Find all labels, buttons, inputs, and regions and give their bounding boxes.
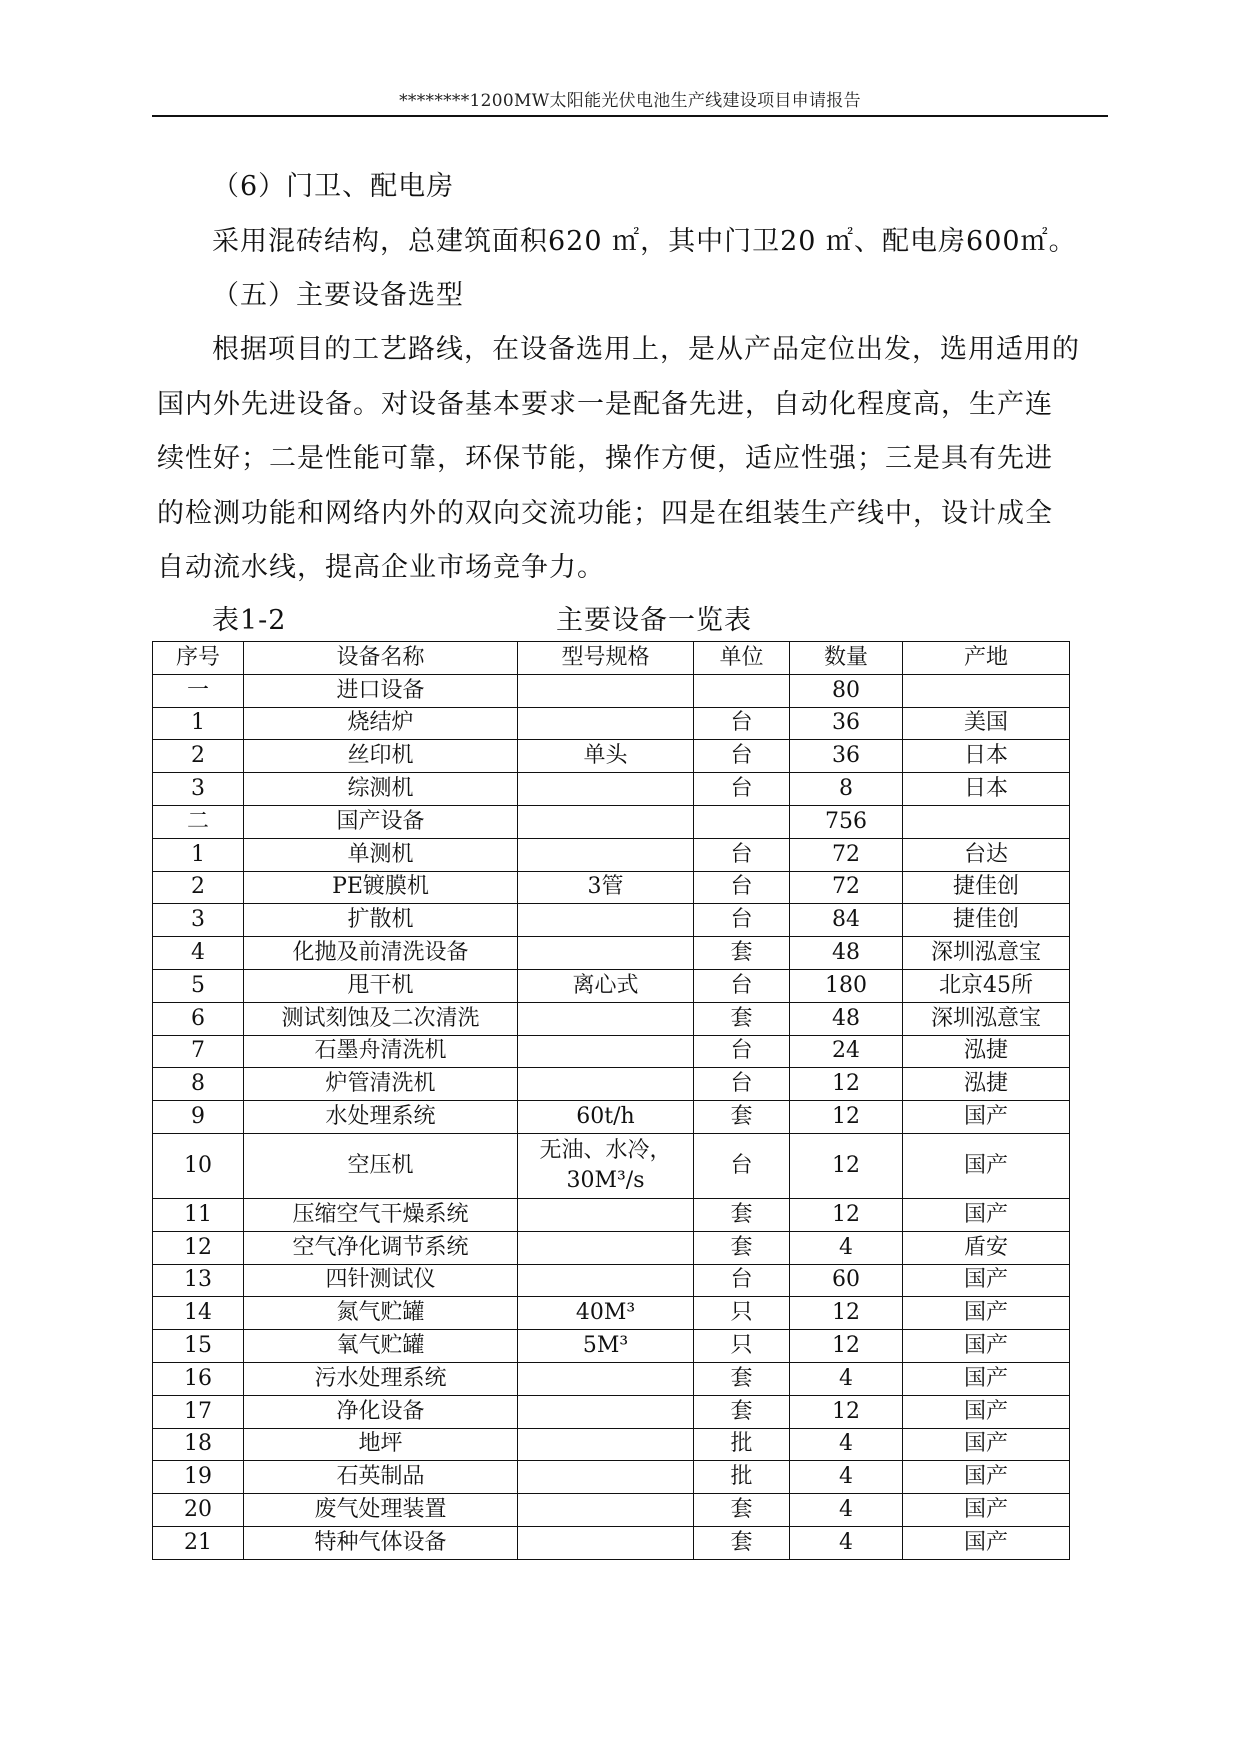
cell-quantity: 12 (790, 1068, 903, 1101)
cell-quantity: 36 (790, 707, 903, 740)
cell-name: 石墨舟清洗机 (244, 1035, 518, 1068)
cell-origin: 国产 (903, 1494, 1070, 1527)
table-row (153, 1494, 1070, 1527)
cell-index: 20 (153, 1494, 244, 1527)
cell-index: 9 (153, 1101, 244, 1134)
cell-origin: 台达 (903, 838, 1070, 871)
cell-index: 15 (153, 1330, 244, 1363)
cell-quantity: 60 (790, 1264, 903, 1297)
section-6-heading: （6）门卫、配电房 (212, 171, 455, 202)
table-row (153, 1101, 1070, 1134)
cell-spec (518, 1035, 694, 1068)
equipment-table (152, 641, 1070, 1560)
table-row (153, 1526, 1070, 1559)
cell-origin: 捷佳创 (903, 904, 1070, 937)
cell-quantity: 48 (790, 937, 903, 970)
cell-origin: 国产 (903, 1428, 1070, 1461)
cell-spec: 40M³ (518, 1297, 694, 1330)
cell-spec (518, 1395, 694, 1428)
cell-spec: 5M³ (518, 1330, 694, 1363)
cell-unit: 只 (694, 1330, 790, 1363)
cell-unit: 套 (694, 1494, 790, 1527)
cell-name: 进口设备 (244, 674, 518, 707)
cell-quantity: 12 (790, 1198, 903, 1231)
cell-origin: 国产 (903, 1362, 1070, 1395)
cell-quantity: 4 (790, 1362, 903, 1395)
table-row (153, 773, 1070, 806)
column-header-index: 序号 (153, 642, 244, 675)
cell-unit: 台 (694, 707, 790, 740)
cell-unit: 套 (694, 1101, 790, 1134)
cell-index: 19 (153, 1461, 244, 1494)
cell-spec (518, 838, 694, 871)
cell-spec (518, 1231, 694, 1264)
cell-index: 二 (153, 805, 244, 838)
table-row (153, 1068, 1070, 1101)
cell-quantity: 4 (790, 1461, 903, 1494)
cell-quantity: 72 (790, 871, 903, 904)
cell-name: 烧结炉 (244, 707, 518, 740)
table-row (153, 740, 1070, 773)
table-row (153, 1362, 1070, 1395)
cell-spec: 3管 (518, 871, 694, 904)
cell-spec (518, 1362, 694, 1395)
table-title: 主要设备一览表 (556, 605, 752, 636)
table-header-row (153, 642, 1070, 675)
table-row (153, 1002, 1070, 1035)
table-row (153, 904, 1070, 937)
cell-index: 3 (153, 773, 244, 806)
cell-index: 13 (153, 1264, 244, 1297)
cell-origin: 捷佳创 (903, 871, 1070, 904)
cell-spec (518, 1494, 694, 1527)
cell-origin: 泓捷 (903, 1035, 1070, 1068)
table-row (153, 1035, 1070, 1068)
cell-origin: 深圳泓意宝 (903, 937, 1070, 970)
cell-quantity: 84 (790, 904, 903, 937)
cell-index: 6 (153, 1002, 244, 1035)
table-row (153, 1133, 1070, 1198)
table-row (153, 1264, 1070, 1297)
cell-origin: 国产 (903, 1395, 1070, 1428)
cell-spec (518, 707, 694, 740)
cell-unit (694, 805, 790, 838)
cell-quantity: 36 (790, 740, 903, 773)
cell-index: 3 (153, 904, 244, 937)
table-row (153, 838, 1070, 871)
cell-unit: 台 (694, 904, 790, 937)
cell-quantity: 12 (790, 1133, 903, 1198)
table-row (153, 871, 1070, 904)
cell-unit: 套 (694, 1002, 790, 1035)
cell-unit: 台 (694, 838, 790, 871)
cell-unit: 批 (694, 1428, 790, 1461)
column-header-quantity: 数量 (790, 642, 903, 675)
cell-index: 1 (153, 707, 244, 740)
cell-index: 11 (153, 1198, 244, 1231)
table-row (153, 1231, 1070, 1264)
cell-name: 化抛及前清洗设备 (244, 937, 518, 970)
cell-unit: 套 (694, 1395, 790, 1428)
cell-unit: 套 (694, 1231, 790, 1264)
table-row (153, 805, 1070, 838)
cell-quantity: 4 (790, 1428, 903, 1461)
cell-origin: 国产 (903, 1133, 1070, 1198)
cell-origin: 日本 (903, 773, 1070, 806)
cell-name: 四针测试仪 (244, 1264, 518, 1297)
table-row (153, 937, 1070, 970)
cell-spec (518, 1526, 694, 1559)
cell-spec (518, 937, 694, 970)
cell-quantity: 4 (790, 1231, 903, 1264)
cell-name: 特种气体设备 (244, 1526, 518, 1559)
table-row (153, 1198, 1070, 1231)
cell-spec (518, 904, 694, 937)
cell-origin: 国产 (903, 1297, 1070, 1330)
cell-spec (518, 1198, 694, 1231)
cell-unit: 套 (694, 937, 790, 970)
cell-origin (903, 674, 1070, 707)
cell-spec (518, 1068, 694, 1101)
cell-name: 氧气贮罐 (244, 1330, 518, 1363)
cell-quantity: 80 (790, 674, 903, 707)
column-header-spec: 型号规格 (518, 642, 694, 675)
cell-quantity: 180 (790, 969, 903, 1002)
cell-quantity: 756 (790, 805, 903, 838)
cell-spec: 无油、水冷，30M³/s (518, 1133, 694, 1198)
paragraph-line: 根据项目的工艺路线，在设备选用上，是从产品定位出发，选用适用的 (212, 334, 1080, 365)
cell-name: 水处理系统 (244, 1101, 518, 1134)
cell-unit: 台 (694, 1264, 790, 1297)
table-row (153, 1395, 1070, 1428)
cell-index: 1 (153, 838, 244, 871)
cell-name: 压缩空气干燥系统 (244, 1198, 518, 1231)
cell-unit: 台 (694, 969, 790, 1002)
cell-name: 空压机 (244, 1133, 518, 1198)
cell-index: 16 (153, 1362, 244, 1395)
cell-name: 空气净化调节系统 (244, 1231, 518, 1264)
cell-name: 净化设备 (244, 1395, 518, 1428)
cell-name: 国产设备 (244, 805, 518, 838)
cell-origin: 北京45所 (903, 969, 1070, 1002)
cell-origin: 国产 (903, 1330, 1070, 1363)
cell-origin: 泓捷 (903, 1068, 1070, 1101)
cell-origin: 国产 (903, 1264, 1070, 1297)
cell-origin: 国产 (903, 1461, 1070, 1494)
cell-name: 氮气贮罐 (244, 1297, 518, 1330)
cell-name: 单测机 (244, 838, 518, 871)
cell-quantity: 12 (790, 1395, 903, 1428)
cell-unit: 批 (694, 1461, 790, 1494)
cell-index: 2 (153, 871, 244, 904)
cell-index: 8 (153, 1068, 244, 1101)
cell-index: 10 (153, 1133, 244, 1198)
cell-unit: 套 (694, 1526, 790, 1559)
cell-origin: 盾安 (903, 1231, 1070, 1264)
cell-origin: 国产 (903, 1101, 1070, 1134)
cell-quantity: 72 (790, 838, 903, 871)
cell-name: 石英制品 (244, 1461, 518, 1494)
cell-quantity: 4 (790, 1526, 903, 1559)
column-header-origin: 产地 (903, 642, 1070, 675)
cell-origin: 美国 (903, 707, 1070, 740)
cell-unit: 台 (694, 871, 790, 904)
header-rule (152, 115, 1108, 117)
cell-unit: 套 (694, 1198, 790, 1231)
cell-index: 21 (153, 1526, 244, 1559)
cell-name: 丝印机 (244, 740, 518, 773)
cell-index: 2 (153, 740, 244, 773)
table-row (153, 674, 1070, 707)
cell-name: 废气处理装置 (244, 1494, 518, 1527)
cell-unit (694, 674, 790, 707)
cell-index: 4 (153, 937, 244, 970)
cell-unit: 台 (694, 1035, 790, 1068)
table-row (153, 1297, 1070, 1330)
column-header-unit: 单位 (694, 642, 790, 675)
cell-origin: 国产 (903, 1198, 1070, 1231)
paragraph-line: 续性好；二是性能可靠，环保节能，操作方便，适应性强；三是具有先进 (157, 443, 1053, 474)
cell-name: 炉管清洗机 (244, 1068, 518, 1101)
table-row (153, 1461, 1070, 1494)
cell-spec (518, 1461, 694, 1494)
cell-unit: 只 (694, 1297, 790, 1330)
cell-origin: 深圳泓意宝 (903, 1002, 1070, 1035)
cell-name: 污水处理系统 (244, 1362, 518, 1395)
cell-spec (518, 674, 694, 707)
cell-name: PE镀膜机 (244, 871, 518, 904)
cell-spec: 离心式 (518, 969, 694, 1002)
table-row (153, 969, 1070, 1002)
cell-quantity: 8 (790, 773, 903, 806)
cell-unit: 台 (694, 1133, 790, 1198)
page-header: ********1200MW太阳能光伏电池生产线建设项目申请报告 (399, 91, 861, 111)
cell-index: 5 (153, 969, 244, 1002)
section-6-body: 采用混砖结构，总建筑面积620 ㎡，其中门卫20 ㎡、配电房600㎡。 (212, 226, 1077, 257)
cell-index: 7 (153, 1035, 244, 1068)
paragraph-line: 的检测功能和网络内外的双向交流功能；四是在组装生产线中，设计成全 (157, 498, 1053, 529)
cell-spec (518, 805, 694, 838)
cell-quantity: 12 (790, 1330, 903, 1363)
cell-spec (518, 1002, 694, 1035)
paragraph-line: 国内外先进设备。对设备基本要求一是配备先进，自动化程度高，生产连 (157, 389, 1053, 420)
cell-spec: 60t/h (518, 1101, 694, 1134)
cell-name: 甩干机 (244, 969, 518, 1002)
cell-name: 综测机 (244, 773, 518, 806)
table-row (153, 1428, 1070, 1461)
cell-unit: 台 (694, 1068, 790, 1101)
cell-index: 14 (153, 1297, 244, 1330)
cell-quantity: 12 (790, 1297, 903, 1330)
cell-spec (518, 1428, 694, 1461)
column-header-name: 设备名称 (244, 642, 518, 675)
cell-quantity: 24 (790, 1035, 903, 1068)
cell-origin: 日本 (903, 740, 1070, 773)
table-row (153, 707, 1070, 740)
cell-origin: 国产 (903, 1526, 1070, 1559)
cell-spec: 单头 (518, 740, 694, 773)
cell-index: 一 (153, 674, 244, 707)
cell-spec (518, 773, 694, 806)
cell-quantity: 12 (790, 1101, 903, 1134)
table-number: 表1-2 (212, 605, 287, 636)
paragraph-line: 自动流水线，提高企业市场竞争力。 (157, 552, 605, 583)
cell-unit: 台 (694, 773, 790, 806)
cell-quantity: 4 (790, 1494, 903, 1527)
cell-index: 17 (153, 1395, 244, 1428)
cell-name: 扩散机 (244, 904, 518, 937)
cell-unit: 台 (694, 740, 790, 773)
cell-name: 测试刻蚀及二次清洗 (244, 1002, 518, 1035)
cell-quantity: 48 (790, 1002, 903, 1035)
cell-index: 18 (153, 1428, 244, 1461)
cell-index: 12 (153, 1231, 244, 1264)
section-5-heading: （五）主要设备选型 (212, 280, 464, 311)
cell-name: 地坪 (244, 1428, 518, 1461)
cell-unit: 套 (694, 1362, 790, 1395)
cell-origin (903, 805, 1070, 838)
table-row (153, 1330, 1070, 1363)
cell-spec (518, 1264, 694, 1297)
